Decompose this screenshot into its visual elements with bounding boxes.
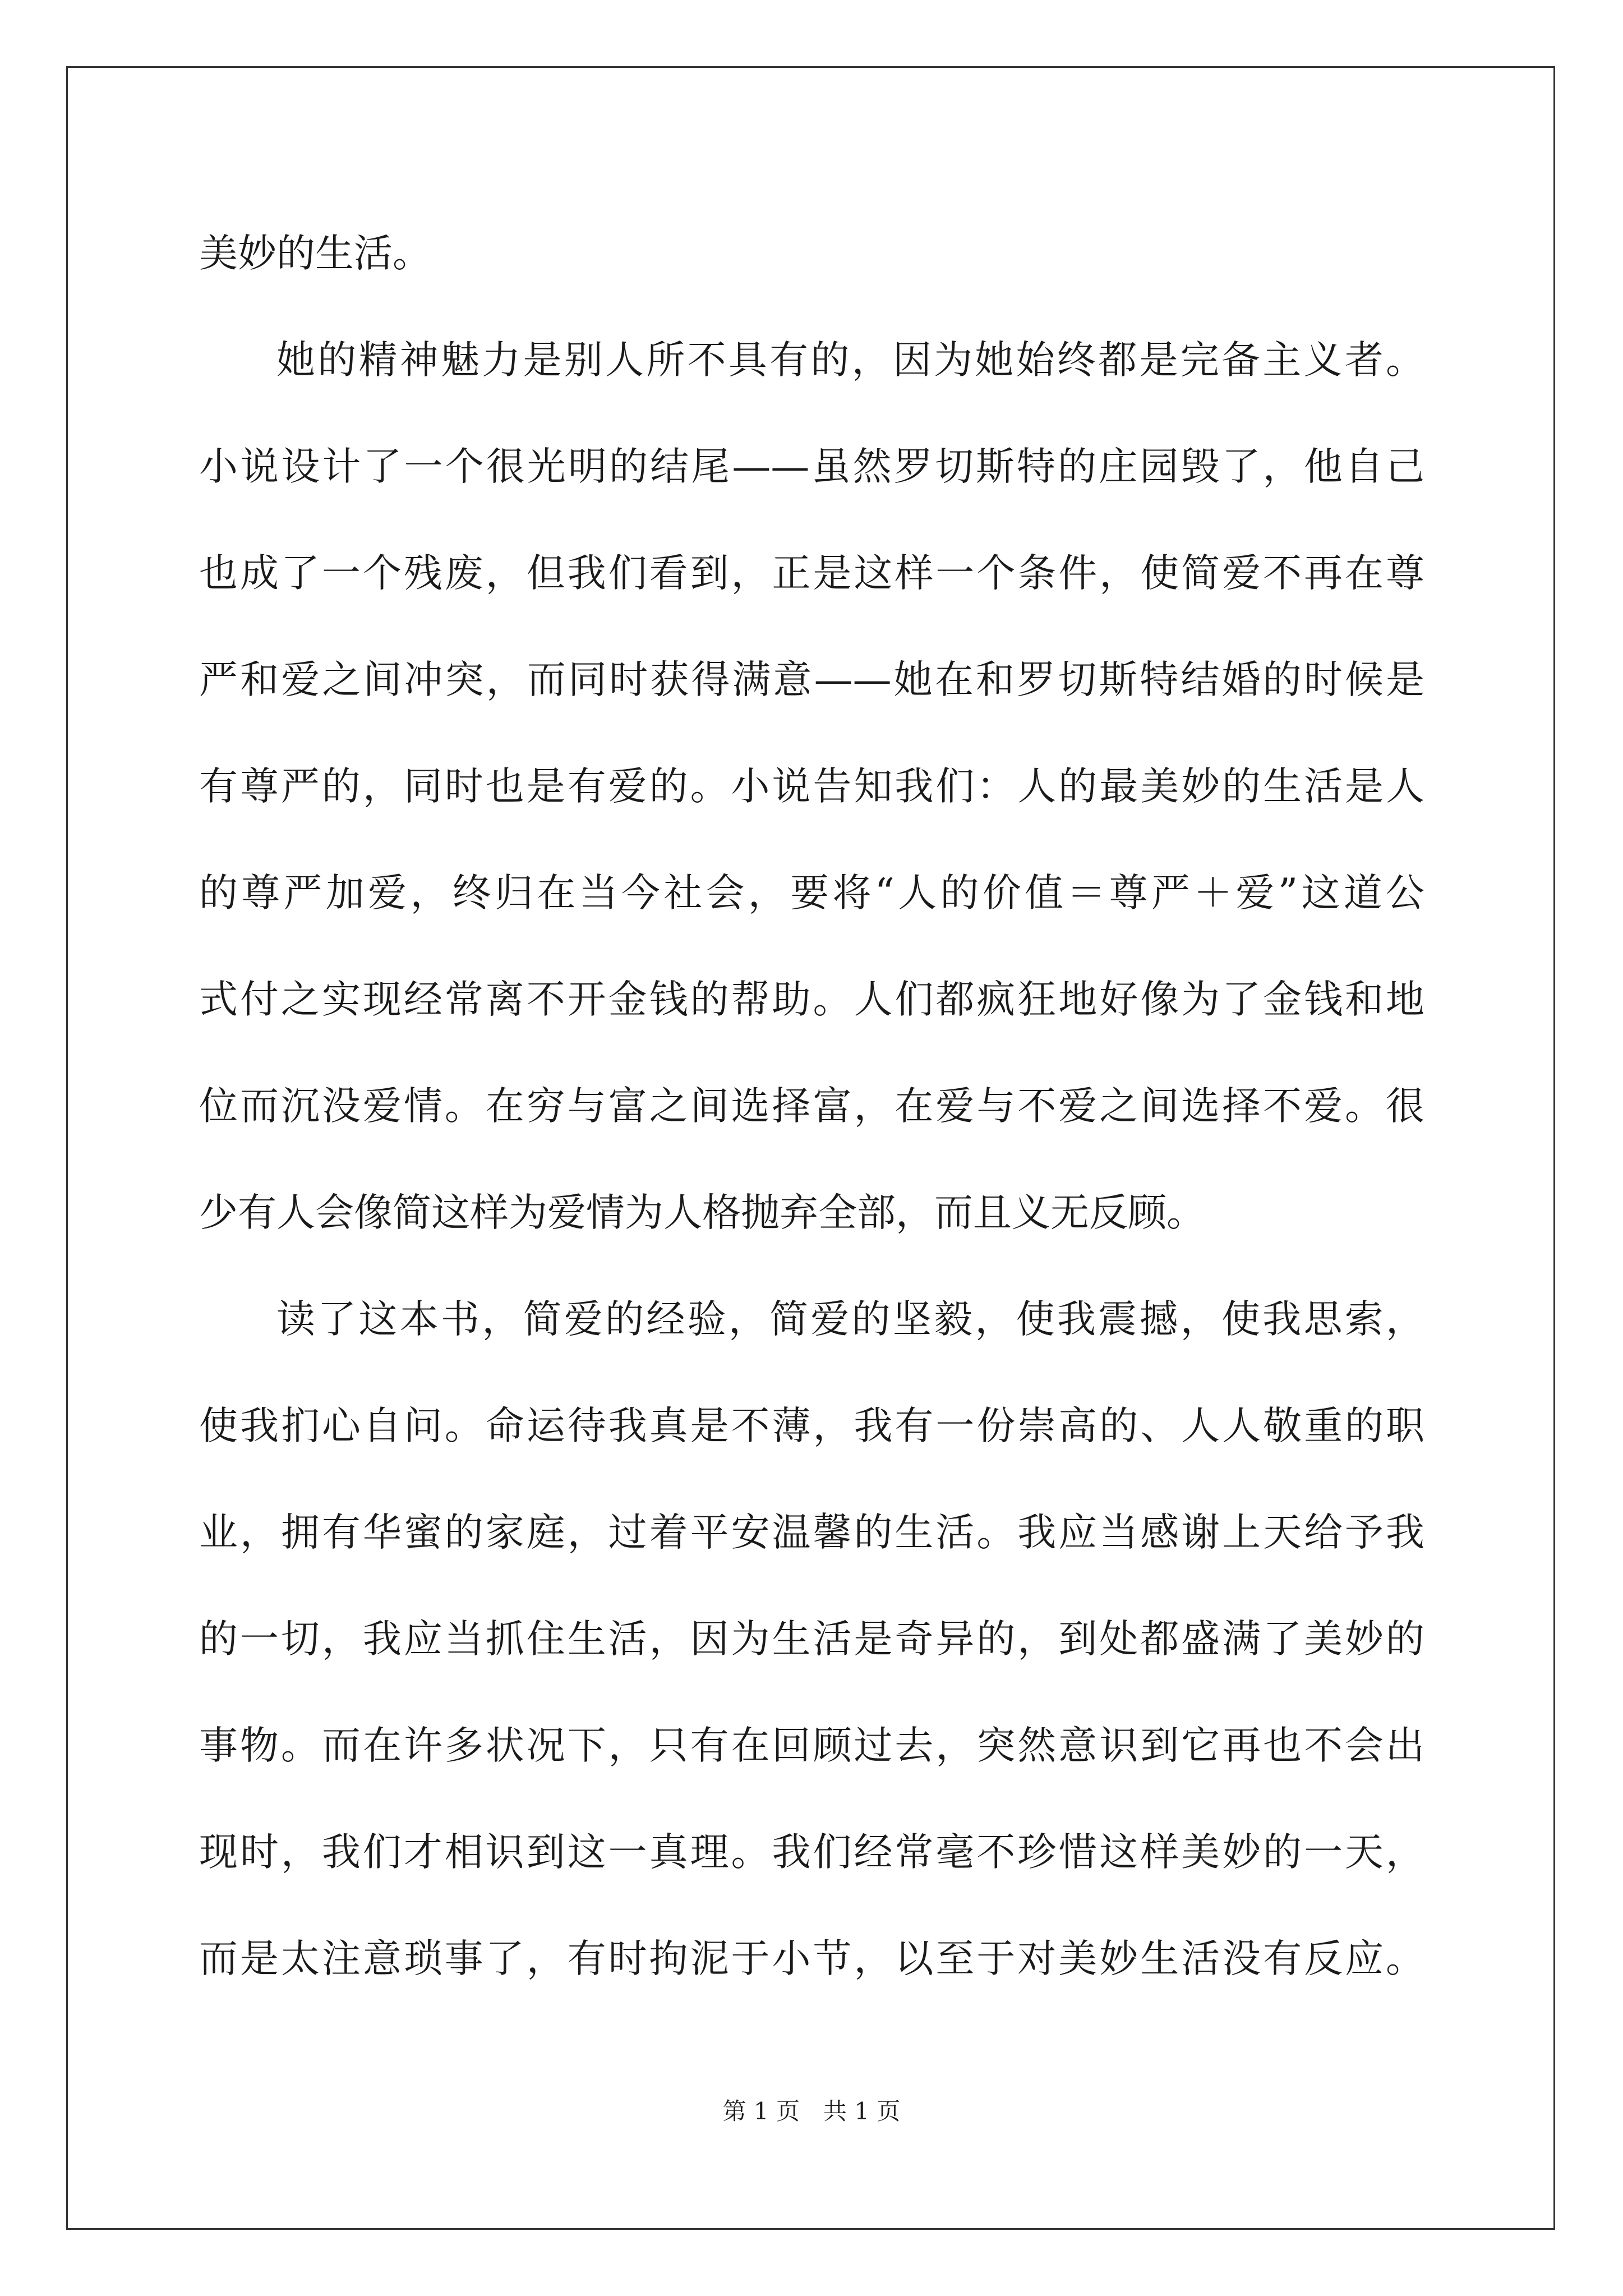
document-body	[199, 200, 1424, 2012]
text-line: 美妙的生活。	[199, 231, 431, 276]
text-line: 事物。而在许多状况下，只有在回顾过去，突然意识到它再也不会出	[199, 1723, 1424, 1768]
text-line: 业，拥有华蜜的家庭，过着平安温馨的生活。我应当感谢上天给予我	[199, 1510, 1424, 1555]
text-line: 少有人会像简这样为爱情为人格抛弃全部，而且义无反顾。	[199, 1190, 1205, 1235]
text-line: 使我扪心自问。命运待我真是不薄，我有一份崇高的、人人敬重的职	[199, 1404, 1424, 1448]
text-line: 而是太注意琐事了，有时拘泥于小节，以至于对美妙生活没有反应。	[199, 1936, 1424, 1981]
text-line: 现时，我们才相识到这一真理。我们经常毫不珍惜这样美妙的一天，	[199, 1830, 1424, 1875]
text-line: 也成了一个残废，但我们看到，正是这样一个条件，使简爱不再在尊	[199, 551, 1424, 596]
text-line: 严和爱之间冲突，而同时获得满意——她在和罗切斯特结婚的时候是	[199, 657, 1424, 702]
text-line: 有尊严的，同时也是有爱的。小说告知我们：人的最美妙的生活是人	[199, 764, 1424, 809]
text-line: 她的精神魅力是别人所不具有的，因为她始终都是完备主义者。	[276, 338, 1424, 383]
text-line: 的一切，我应当抓住生活，因为生活是奇异的，到处都盛满了美妙的	[199, 1617, 1424, 1662]
text-line: 读了这本书，简爱的经验，简爱的坚毅，使我震撼，使我思索，	[276, 1297, 1424, 1342]
text-line: 的尊严加爱，终归在当今社会，要将“人的价值＝尊严＋爱”这道公	[199, 871, 1424, 915]
text-line: 位而沉没爱情。在穷与富之间选择富，在爱与不爱之间选择不爱。很	[199, 1084, 1424, 1129]
text-line: 小说设计了一个很光明的结尾——虽然罗切斯特的庄园毁了，他自己	[199, 444, 1424, 489]
text-line: 式付之实现经常离不开金钱的帮助。人们都疯狂地好像为了金钱和地	[199, 977, 1424, 1022]
page-number-footer: 第 1 页 共 1 页	[722, 2097, 901, 2125]
